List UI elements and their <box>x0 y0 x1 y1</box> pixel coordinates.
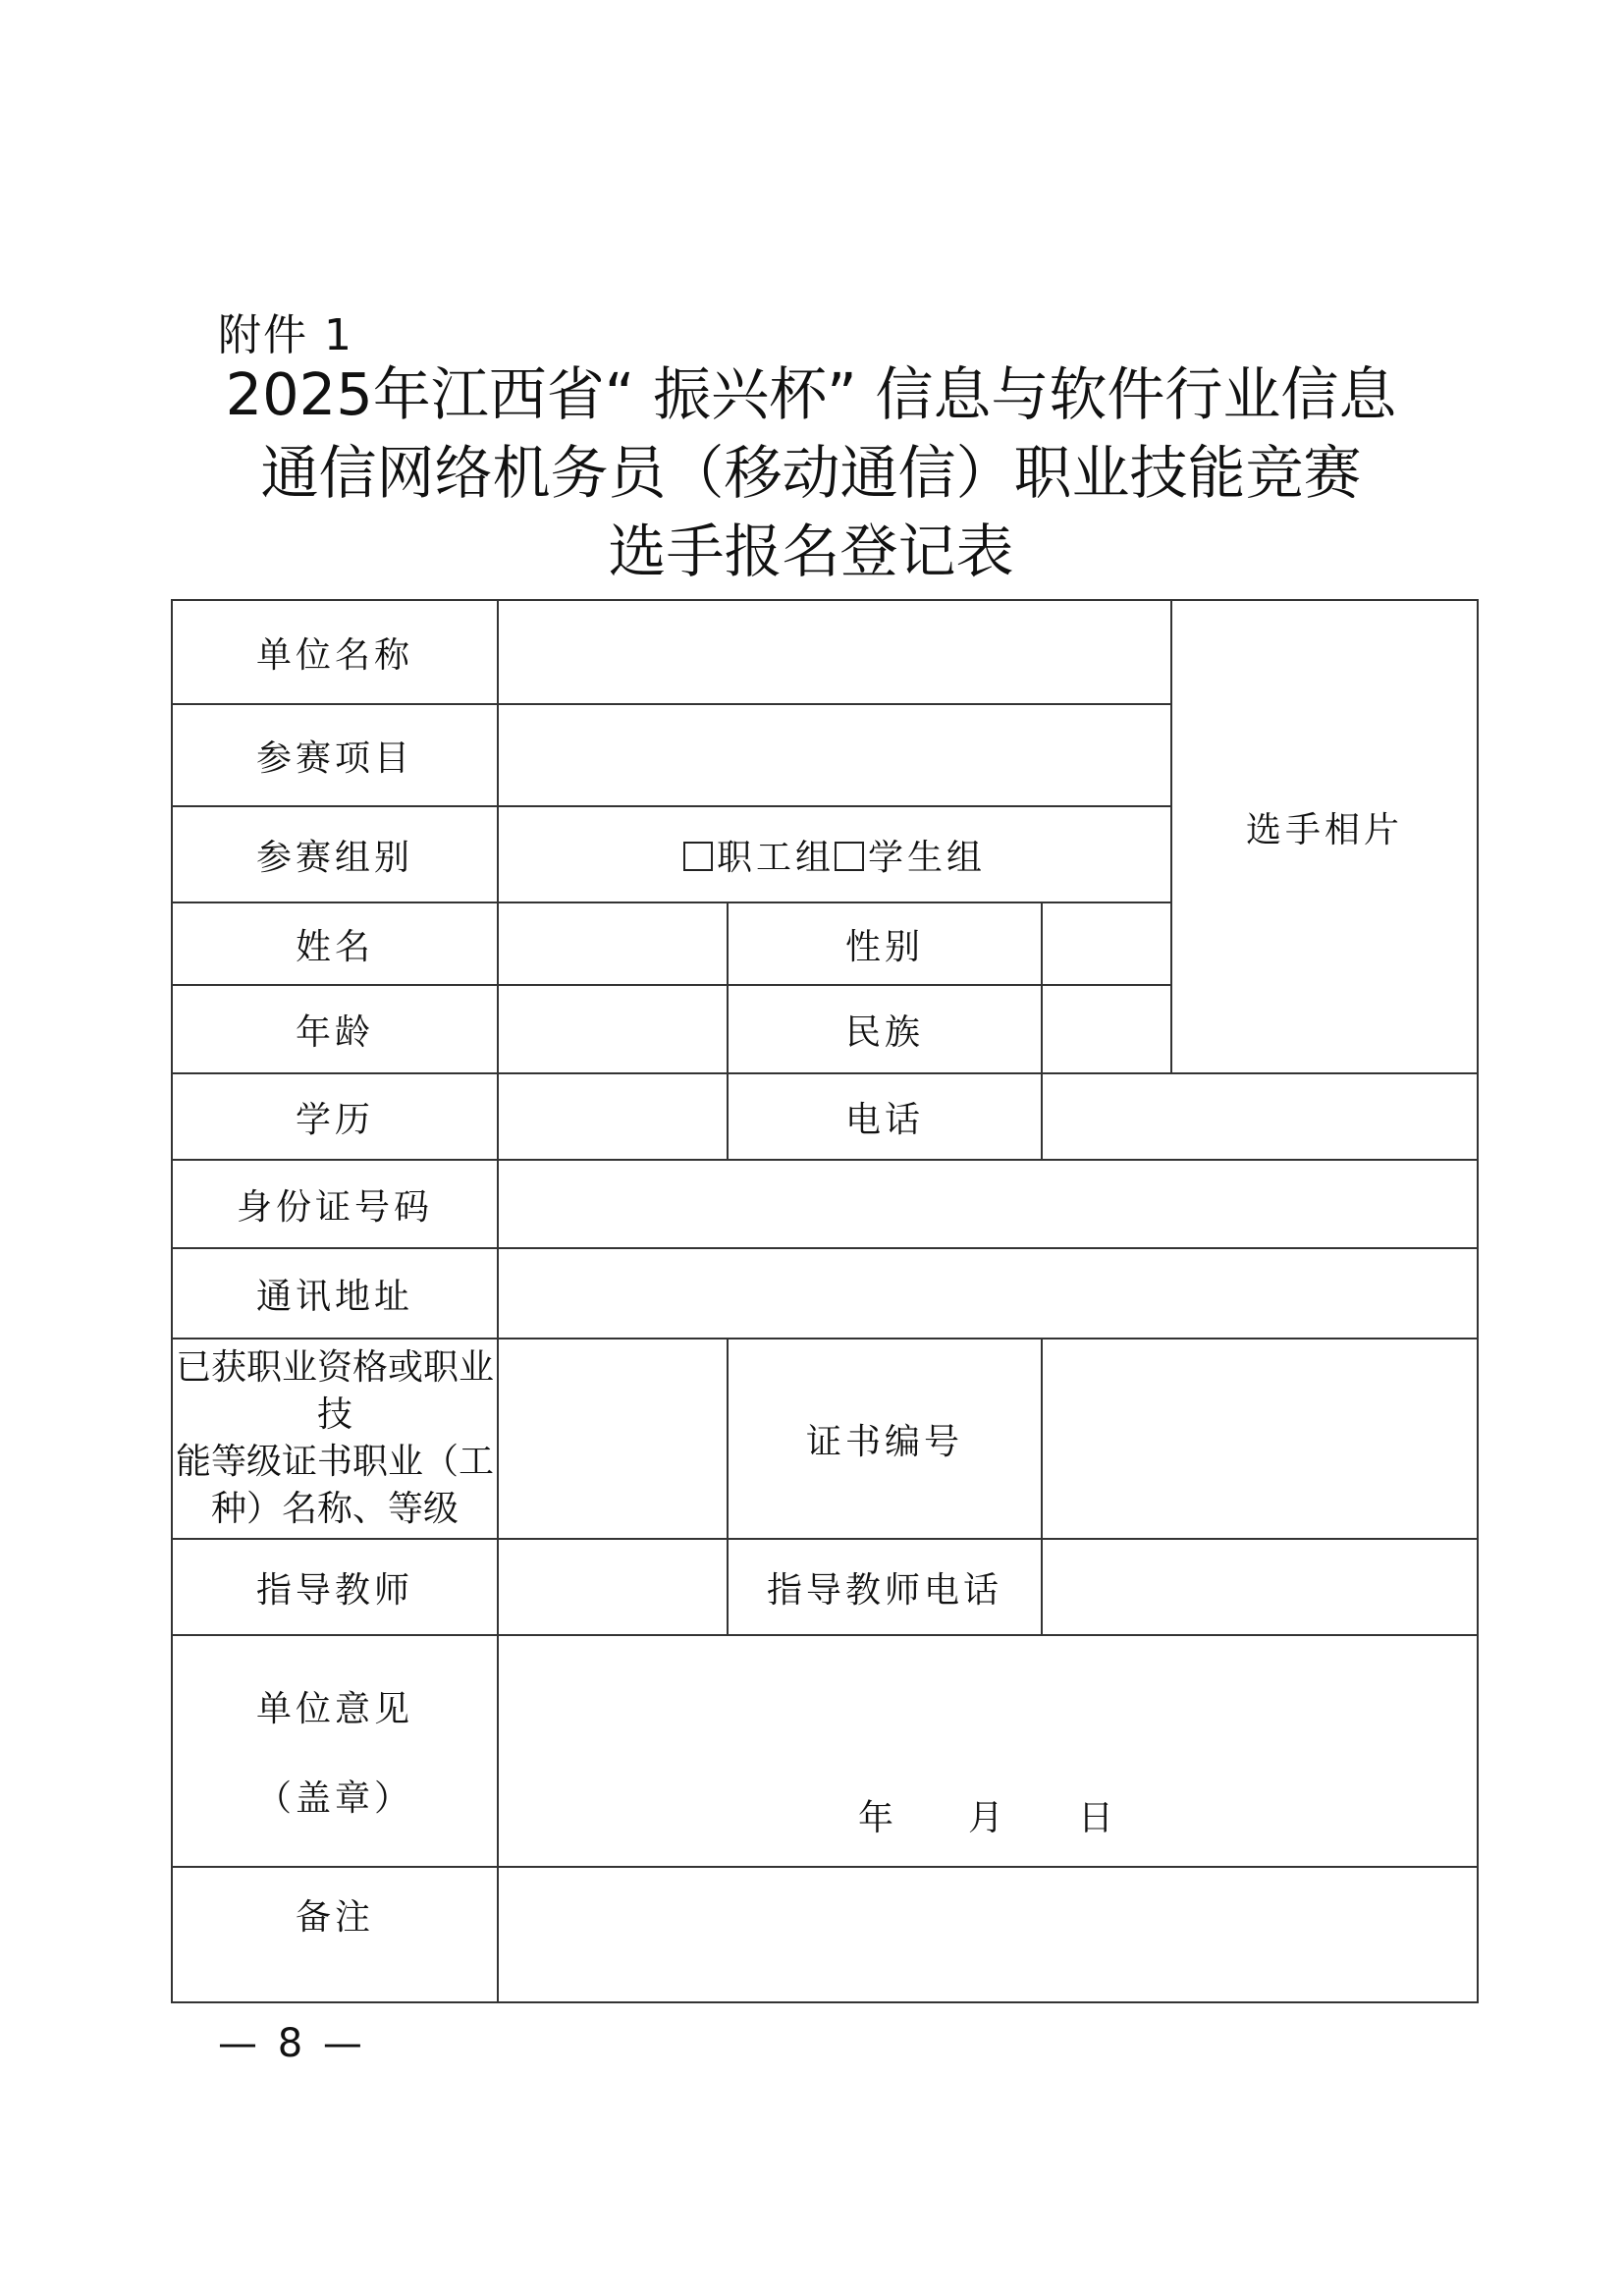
seal-label: （盖章） <box>255 1778 413 1819</box>
opinion-label: 单位意见 <box>255 1689 413 1729</box>
student-group-label: 学生组 <box>868 837 987 878</box>
phone-field[interactable] <box>1042 1073 1478 1160</box>
unit-name-field[interactable] <box>498 600 1171 704</box>
certificate-label <box>172 1339 498 1539</box>
remarks-label: 备注 <box>172 1867 498 2002</box>
gender-label: 性别 <box>728 902 1042 985</box>
id-number-field[interactable] <box>498 1160 1478 1248</box>
age-label: 年龄 <box>172 985 498 1073</box>
address-label: 通讯地址 <box>172 1248 498 1339</box>
opinion-field[interactable] <box>498 1635 1478 1867</box>
certificate-label-line-2: 能等级证书职业（工 <box>175 1442 494 1482</box>
address-field[interactable] <box>498 1248 1478 1339</box>
attachment-label: 附件 1 <box>218 310 353 360</box>
student-group-checkbox[interactable] <box>835 842 864 871</box>
staff-group-checkbox[interactable] <box>683 842 713 871</box>
id-number-label: 身份证号码 <box>172 1160 498 1248</box>
teacher-field[interactable] <box>498 1539 728 1635</box>
education-label: 学历 <box>172 1073 498 1160</box>
year-label: 年 <box>857 1798 897 1838</box>
project-field[interactable] <box>498 704 1171 806</box>
form-title <box>0 355 1622 591</box>
group-options <box>498 806 1171 902</box>
title-line-3: 选手报名登记表 <box>608 518 1014 585</box>
education-field[interactable] <box>498 1073 728 1160</box>
teacher-phone-field[interactable] <box>1042 1539 1478 1635</box>
row-education <box>172 1073 1478 1160</box>
photo-label: 选手相片 <box>1246 809 1404 850</box>
month-label: 月 <box>968 1798 1008 1838</box>
date-line <box>499 1790 1477 1840</box>
row-opinion <box>172 1635 1478 1867</box>
group-label: 参赛组别 <box>172 806 498 902</box>
age-field[interactable] <box>498 985 728 1073</box>
teacher-label: 指导教师 <box>172 1539 498 1635</box>
unit-name-label: 单位名称 <box>172 600 498 704</box>
certificate-number-field[interactable] <box>1042 1339 1478 1539</box>
row-certificate <box>172 1339 1478 1539</box>
teacher-phone-label: 指导教师电话 <box>728 1539 1042 1635</box>
row-remarks <box>172 1867 1478 2002</box>
title-line-1: 2025年江西省“ 振兴杯” 信息与软件行业信息 <box>225 360 1397 428</box>
certificate-number-label: 证书编号 <box>728 1339 1042 1539</box>
row-address <box>172 1248 1478 1339</box>
certificate-label-line-1: 已获职业资格或职业技 <box>175 1347 494 1435</box>
name-label: 姓名 <box>172 902 498 985</box>
remarks-field[interactable] <box>498 1867 1478 2002</box>
gender-field[interactable] <box>1042 902 1171 985</box>
ethnicity-field[interactable] <box>1042 985 1171 1073</box>
row-unit-name <box>172 600 1478 704</box>
certificate-label-line-3: 种）名称、等级 <box>210 1489 459 1529</box>
row-teacher <box>172 1539 1478 1635</box>
opinion-label-cell <box>172 1635 498 1867</box>
project-label: 参赛项目 <box>172 704 498 806</box>
staff-group-label: 职工组 <box>717 837 836 878</box>
ethnicity-label: 民族 <box>728 985 1042 1073</box>
registration-table <box>171 599 1479 2003</box>
title-line-2: 通信网络机务员（移动通信）职业技能竞赛 <box>260 439 1362 507</box>
row-id <box>172 1160 1478 1248</box>
certificate-field[interactable] <box>498 1339 728 1539</box>
phone-label: 电话 <box>728 1073 1042 1160</box>
page-number: — 8 — <box>218 2021 366 2066</box>
name-field[interactable] <box>498 902 728 985</box>
photo-box[interactable] <box>1171 600 1478 1073</box>
day-label: 日 <box>1078 1798 1118 1838</box>
